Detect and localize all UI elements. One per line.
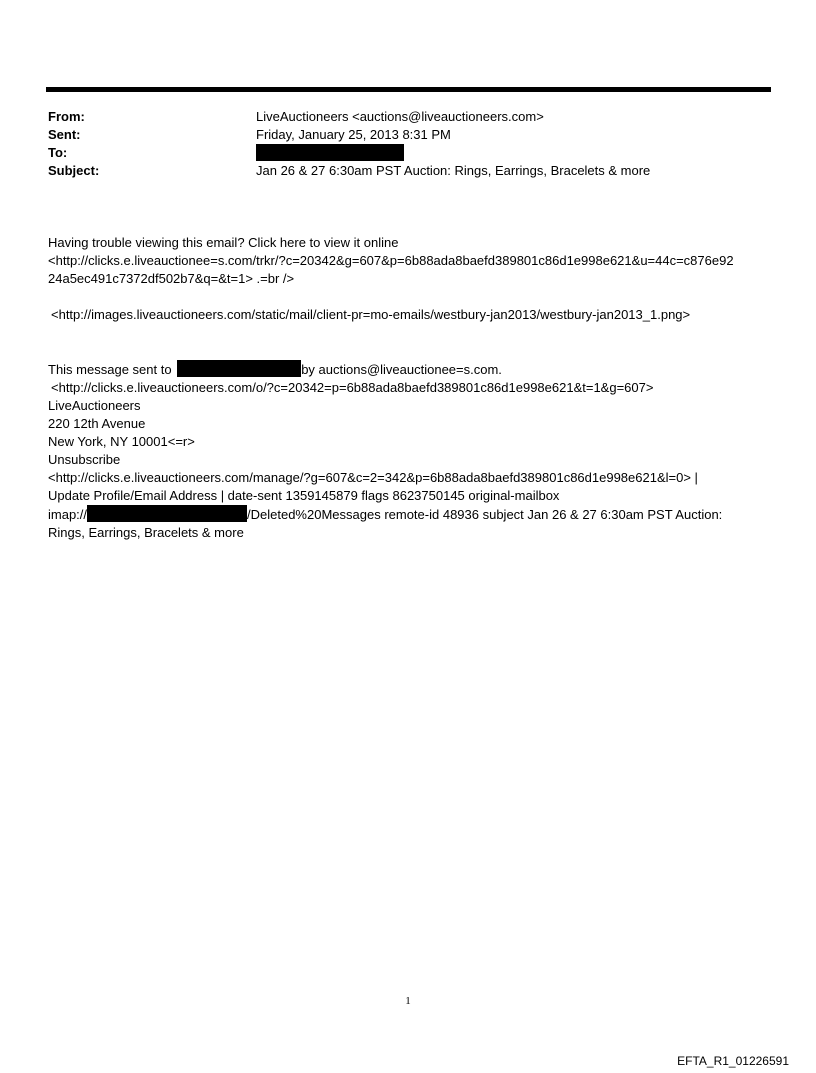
- imap-line: [48, 505, 773, 524]
- imap-prefix: imap://: [48, 507, 88, 522]
- bates-number: EFTA_R1_01226591: [677, 1054, 789, 1068]
- subject-continuation: Rings, Earrings, Bracelets & more: [48, 525, 244, 540]
- header-divider: [46, 87, 771, 92]
- trouble-viewing-line: Having trouble viewing this email? Click here to view it online: [48, 235, 399, 250]
- redaction-box: [256, 144, 404, 161]
- to-label: To:: [48, 145, 68, 160]
- subject-value: Jan 26 & 27 6:30am PST Auction: Rings, Earrings, Bracelets & more: [256, 163, 651, 178]
- image-link-block: [51, 306, 776, 324]
- update-profile-line: Update Profile/Email Address | date-sent 1359145879 flags 8623750145 original-mailbox: [48, 488, 560, 503]
- unsubscribe-link[interactable]: Unsubscribe: [48, 452, 121, 467]
- city-address: New York, NY 10001<=r>: [48, 434, 195, 449]
- street-address: 220 12th Avenue: [48, 416, 146, 431]
- sent-to-suffix: by auctions@liveauctionee=s.com.: [301, 362, 502, 377]
- sent-to-prefix: This message sent to: [48, 362, 172, 377]
- redaction-box: [177, 360, 301, 377]
- sent-value: Friday, January 25, 2013 8:31 PM: [256, 127, 451, 142]
- subject-label: Subject:: [48, 163, 100, 178]
- manage-link[interactable]: <http://clicks.e.liveauctioneers.com/manage/?g=607&c=2=342&p=6b88ada8baefd389801c86d1e998e621&l=0> |: [48, 470, 698, 485]
- email-body-footer: [48, 360, 773, 542]
- tracking-link-continued[interactable]: 24a5ec491c7372df502b7&q=&t=1> .=br />: [48, 271, 295, 286]
- redaction-box: [87, 505, 247, 522]
- image-link[interactable]: <http://images.liveauctioneers.com/static/mail/client-pr=mo-emails/westbury-jan2013/westbury-jan2013_1.png>: [51, 307, 691, 322]
- to-value: [256, 144, 404, 163]
- tracking-link[interactable]: <http://clicks.e.liveauctionee=s.com/trkr/?c=20342&g=607&p=6b88ada8baefd389801c86d1e998e621&u=44c=c876e92: [48, 253, 734, 268]
- from-label: From:: [48, 109, 85, 124]
- from-value: LiveAuctioneers <auctions@liveauctioneers.com>: [256, 109, 544, 124]
- email-body-top: [48, 234, 773, 288]
- sent-label: Sent:: [48, 127, 81, 142]
- imap-suffix: /Deleted%20Messages remote-id 48936 subject Jan 26 & 27 6:30am PST Auction:: [247, 507, 723, 522]
- company-name: LiveAuctioneers: [48, 398, 141, 413]
- open-link[interactable]: <http://clicks.e.liveauctioneers.com/o/?c=20342=p=6b88ada8baefd389801c86d1e998e621&t=1&g=607>: [51, 380, 654, 395]
- sent-to-line: [48, 360, 773, 379]
- page-number: 1: [405, 995, 411, 1007]
